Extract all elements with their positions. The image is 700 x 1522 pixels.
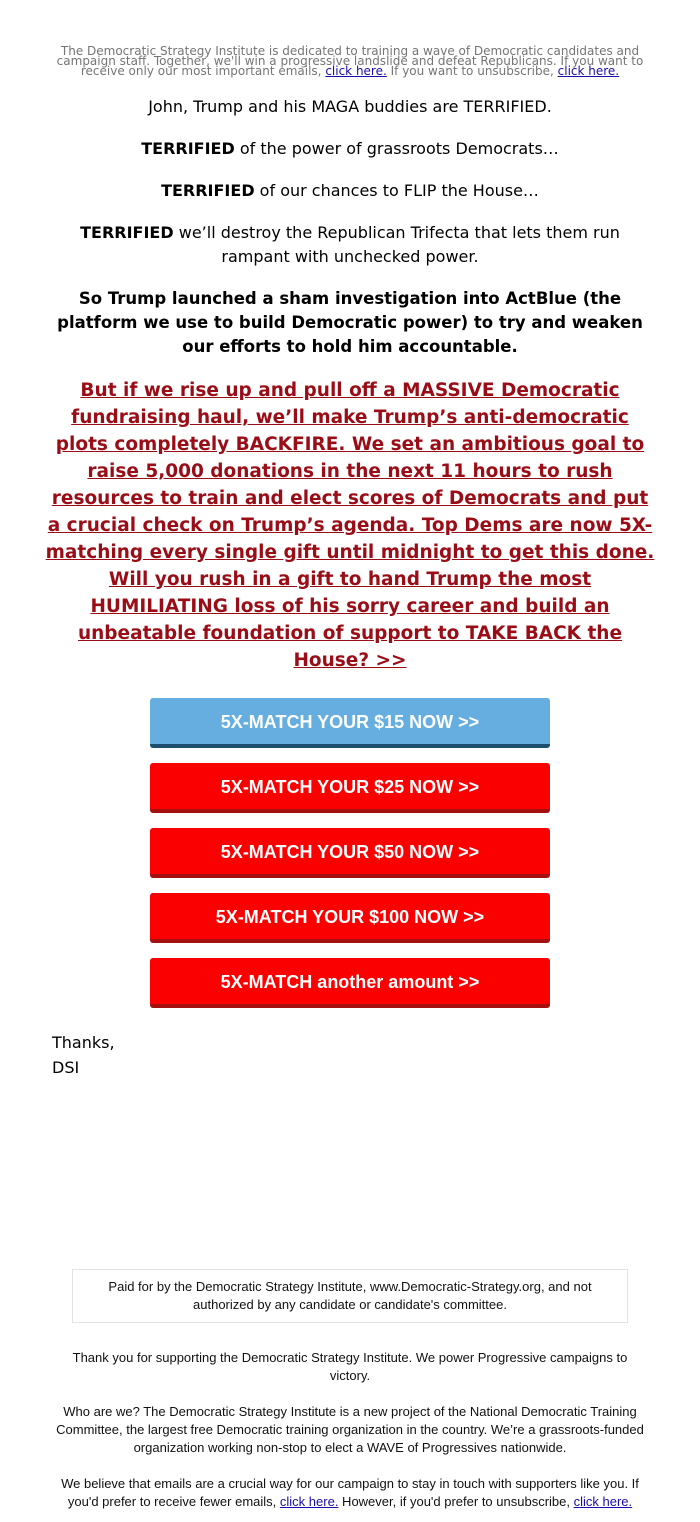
preheader-text-2: If you want to unsubscribe, xyxy=(386,64,558,78)
terrified-line-3 xyxy=(50,221,650,269)
footer-who-are-we: Who are we? The Democratic Strategy Institute is a new project of the National Democratic Training Committee, the largest free Democratic training organization in the country. We’re a grassroots-funded organization working non-stop to elect a WAVE of Progressives nationwide. xyxy=(56,1404,644,1455)
greeting-line: John, Trump and his MAGA buddies are TERRIFIED. xyxy=(148,97,552,116)
signoff xyxy=(52,1030,650,1080)
terrified-rest-2: of our chances to FLIP the House… xyxy=(254,181,539,200)
terrified-line-2 xyxy=(50,179,650,203)
preheader-text: The Democratic Strategy Institute is dedicated to training a wave of Democratic candidates and campaign staff. Together, we'll win a progressive landslide and defeat Republicans. If you want to receive only our most important emails, xyxy=(56,44,644,78)
investigation-paragraph: So Trump launched a sham investigation into ActBlue (the platform we use to build Democratic power) to try and weaken our efforts to hold him accountable. xyxy=(57,289,643,356)
preheader-unsubscribe-link[interactable]: click here. xyxy=(557,64,620,78)
footer-unsubscribe-link[interactable]: click here. xyxy=(573,1494,633,1509)
terrified-bold-1: TERRIFIED xyxy=(141,139,235,158)
donate-100-button[interactable]: 5X-MATCH YOUR $100 NOW >> xyxy=(150,893,550,943)
terrified-rest-1: of the power of grassroots Democrats… xyxy=(234,139,559,158)
signoff-thanks: Thanks, xyxy=(52,1033,115,1052)
footer xyxy=(50,1349,650,1511)
terrified-line-1 xyxy=(50,137,650,161)
footer-email-text-2: However, if you'd prefer to unsubscribe, xyxy=(338,1494,574,1509)
signoff-name: DSI xyxy=(52,1058,80,1077)
donate-25-button[interactable]: 5X-MATCH YOUR $25 NOW >> xyxy=(150,763,550,813)
terrified-rest-3: we’ll destroy the Republican Trifecta that lets them run rampant with unchecked power. xyxy=(173,223,620,266)
footer-email-text: We believe that emails are a crucial way for our campaign to stay in touch with supporters like you. If you'd prefer to receive fewer emails, xyxy=(61,1476,639,1509)
donate-15-button[interactable]: 5X-MATCH YOUR $15 NOW >> xyxy=(150,698,550,748)
footer-email-prefs xyxy=(54,1475,646,1511)
donation-buttons xyxy=(50,698,650,1008)
terrified-bold-3: TERRIFIED xyxy=(80,223,174,242)
terrified-bold-2: TERRIFIED xyxy=(161,181,255,200)
appeal-link-paragraph[interactable]: But if we rise up and pull off a MASSIVE Democratic fundraising haul, we’ll make Trump’s anti-democratic plots completely BACKFIRE. We set an ambitious goal to raise 5,000 donations in the next 11 hours to rush resources to train and elect scores of Democrats and put a crucial check on Trump’s agenda. Top Dems are now 5X-matching every single gift until midnight to get this done. Will you rush in a gift to hand Trump the most HUMILIATING loss of his sorry career and build an unbeatable foundation of support to TAKE BACK the House? >> xyxy=(45,380,655,671)
email-content xyxy=(45,0,655,1511)
footer-thanks: Thank you for supporting the Democratic Strategy Institute. We power Progressive campaigns to victory. xyxy=(72,1350,628,1383)
preheader xyxy=(50,0,650,76)
donate-50-button[interactable]: 5X-MATCH YOUR $50 NOW >> xyxy=(150,828,550,878)
preheader-important-emails-link[interactable]: click here. xyxy=(325,64,387,78)
donate-other-amount-button[interactable]: 5X-MATCH another amount >> xyxy=(150,958,550,1008)
footer-fewer-emails-link[interactable]: click here. xyxy=(279,1494,339,1509)
message-body xyxy=(50,95,650,359)
paid-for-disclaimer: Paid for by the Democratic Strategy Institute, www.Democratic-Strategy.org, and not authorized by any candidate or candidate's committee. xyxy=(72,1269,628,1323)
